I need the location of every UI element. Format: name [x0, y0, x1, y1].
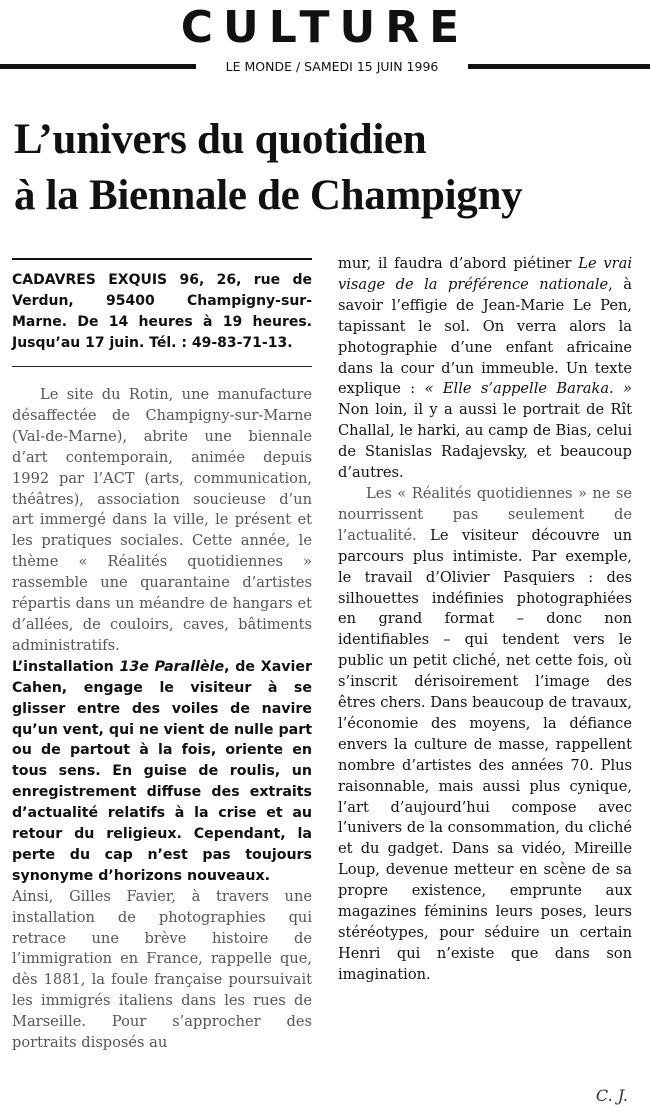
paragraph-realites-body: Le visiteur découvre un parcours plus intimiste. Par exemple, le travail d’Olivier Pasquiers : des silhouettes indéfinies photographiées en grand format – donc non identifiables – qui tendent vers le public un petit cliché, net cette fois, où s’inscrit dérisoirement l’image des êtres chers. Dans beaucoup de travaux, l’économie des moyens, la défiance envers la culture de masse, rappellent nombre d’artistes des années 70. Plus raisonnable, mais aussi plus cynique, l’art d’aujourd’hui compose avec l’univers de la consommation, du cliché et du gadget. Dans sa vidéo, Mireille Loup, devenue metteur en scène de sa propre existence, emprunte aux magazines féminins leurs poses, leurs stéréotypes, pour séduire un certain Henri qui n’existe que dans son imagination. — [338, 526, 632, 983]
dateline-rule-right — [468, 64, 650, 69]
infobox-top-rule — [12, 258, 312, 260]
paragraph-installation — [12, 657, 312, 887]
dateline-bar — [0, 58, 650, 76]
author-signature: C. J. — [595, 1086, 628, 1105]
headline-line-1: L’univers du quotidien — [14, 116, 427, 163]
paragraph-installation-lead: L’installation — [12, 658, 120, 675]
paragraph-intro: Le site du Rotin, une manufacture désaffectée de Champigny-sur-Marne (Val-de-Marne), abrite une biennale d’art contemporain, animée depuis 1992 par l’ACT (arts, communication, théâtres), association soucieuse d’un art immergé dans la ville, le présent et les pratiques sociales. Cette année, le thème « Réalités quotidiennes » rassemble une quarantaine d’artistes répartis dans un méandre de hangars et d’allées, de couloirs, caves, bâtiments administratifs. — [12, 386, 312, 654]
paragraph-realites — [338, 484, 632, 986]
paragraph-le-pen — [338, 254, 632, 484]
work-title: Le vrai visage de la préférence nationale — [338, 255, 632, 293]
paragraph-le-pen-lead: mur, il faudra d’abord piétiner — [338, 255, 579, 272]
section-title: CULTURE — [180, 2, 470, 53]
dateline: LE MONDE / SAMEDI 15 JUIN 1996 — [225, 59, 439, 74]
article-headline — [14, 112, 634, 224]
baraka-quote: « Elle s’appelle Baraka. » — [424, 380, 632, 398]
masthead — [0, 0, 650, 80]
paragraph-realites-lead: Les « Réalités quotidiennes » ne se nourrissent pas seulement de l’actualité. — [338, 484, 632, 544]
paragraph-le-pen-end: Non loin, il y a aussi le portrait de Rît Challal, le harki, au camp de Bias, celui de Stanislas Radajevsky, et beaucoup d’autres. — [338, 401, 632, 482]
dateline-rule-left — [0, 64, 196, 69]
headline-line-2: à la Biennale de Champigny — [14, 172, 523, 219]
paragraph-le-pen-body: , à savoir l’effigie de Jean-Marie Le Pen, tapissant le sol. On verra alors la photographie d’une enfant africaine dans la cour d’un immeuble. Un texte explique : — [338, 275, 632, 398]
installation-title: 13e Parallèle — [119, 658, 225, 675]
event-infobox: CADAVRES EXQUIS 96, 26, rue de Verdun, 95400 Champigny-sur-Marne. De 14 heures à 19 heures. Jusqu’au 17 juin. Tél. : 49-83-71-13. — [12, 270, 312, 367]
article-column-left — [12, 270, 312, 1054]
paragraph-installation-body: , de Xavier Cahen, engage le visiteur à se glisser entre des voiles de navire qu’un vent, qui ne vient de nulle part ou de partout à la fois, oriente en tous sens. En guise de roulis, un enregistrement diffuse des extraits d’actualité relatifs à la crise et au retour du religieux. Cependant, la perte du cap n’est pas toujours synonyme d’horizons nouveaux. — [12, 658, 312, 884]
paragraph-favier: Ainsi, Gilles Favier, à travers une installation de photographies qui retrace une brève histoire de l’immigration en France, rappelle que, dès 1881, la foule française poursuivait les immigrés italiens dans les rues de Marseille. Pour s’approcher des portraits disposés au — [12, 887, 312, 1052]
article-column-right — [338, 254, 632, 986]
